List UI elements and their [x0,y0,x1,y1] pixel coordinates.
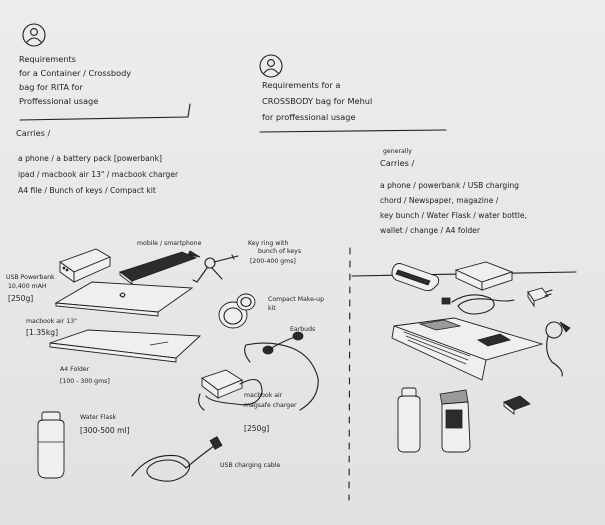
label-charger-1: macbook air [244,392,283,399]
left-carries-heading: Carries / [16,128,51,138]
powerbank-drawing-right [456,262,512,290]
wallet-drawing-right [504,396,530,414]
flask-drawing [38,412,64,478]
label-charger-3: [250g] [244,424,270,433]
right-carries-line-3: key bunch / Water Flask / water bottle, [380,211,527,220]
folder-drawing [50,330,200,362]
adaptor-drawing-right [528,288,552,306]
label-folder-1: A4 Folder [60,366,90,373]
label-keyring-2: bunch of keys [258,248,302,255]
compact-kit-drawing [219,294,255,328]
right-carries-line-2: chord / Newspaper, magazine / [380,196,499,205]
left-title-line-4: Proffessional usage [19,96,99,106]
label-flask-2: [300-500 ml] [80,426,130,435]
phone-drawing-right [392,264,439,291]
left-title-line-2: for a Container / Crossbody [19,68,132,78]
right-carries-line-1: a phone / powerbank / USB charging [380,181,519,190]
right-title-line-2: CROSSBODY bag for Mehul [262,96,373,106]
label-flask-1: Water Flask [80,414,117,421]
macbook-drawing [56,282,192,316]
right-generally: generally [383,148,412,155]
label-folder-2: [100 - 300 gms] [60,378,110,385]
newspaper-drawing [392,318,542,380]
title-underline [260,130,446,132]
label-usb-cable: USB charging cable [220,462,281,469]
bottle-drawing-right [398,388,420,452]
label-compact-1: Compact Make-up [268,296,325,303]
title-underline [20,117,188,120]
label-powerbank-2: 10,400 mAH [8,283,47,290]
keybunch-drawing-right [546,322,570,376]
keyring-drawing [188,251,238,282]
left-carries-line-2: ipad / macbook air 13" / macbook charger [18,170,179,179]
label-keyring-3: [200-400 gms] [250,258,296,265]
right-title-line-1: Requirements for a [262,80,341,90]
left-carries-line-3: A4 file / Bunch of keys / Compact kit [18,186,156,195]
flask-drawing-right [440,390,470,452]
left-carries-line-1: a phone / a battery pack [powerbank] [18,154,162,163]
left-title-line-3: bag for RITA for [19,82,83,92]
label-macbook-1: macbook air 13" [26,318,78,325]
label-compact-2: kit [268,305,276,312]
label-keyring-1: Key ring with [248,240,289,247]
label-powerbank-1: USB Powerbank [6,274,55,281]
label-earbuds: Earbuds [290,326,316,333]
label-macbook-2: [1.35kg] [26,328,59,337]
right-title-line-3: for proffessional usage [262,112,356,122]
user-icon [260,55,282,77]
smartphone-drawing [120,252,196,284]
label-charger-2: magsafe charger [244,402,297,409]
powerbank-drawing [60,249,110,282]
right-carries-line-4: wallet / change / A4 folder [380,226,480,235]
right-carries-heading: Carries / [380,158,415,168]
left-title-line-1: Requirements [19,54,76,64]
label-smartphone: mobile / smartphone [137,240,202,247]
label-powerbank-3: [250g] [8,294,34,303]
cable-drawing-right [442,295,514,314]
usb-cable-drawing [132,437,222,482]
dashed-divider [349,248,350,500]
user-icon [23,24,45,46]
